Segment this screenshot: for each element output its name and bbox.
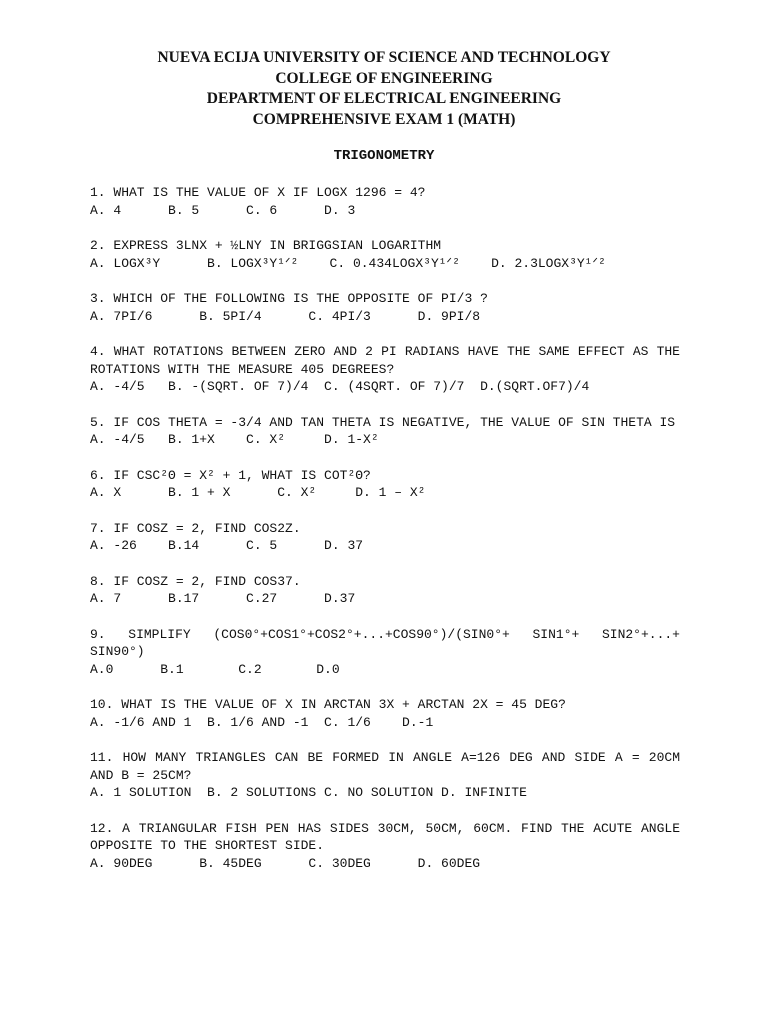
question-choices: A. 4 B. 5 C. 6 D. 3 [90, 202, 356, 218]
question-choices: A. LOGX³Y B. LOGX³Y¹ᐟ² C. 0.434LOGX³Y¹ᐟ² D. 2.3LOGX³Y¹ᐟ² [90, 255, 606, 271]
question-choices: A. X B. 1 + X C. X² D. 1 – X² [90, 485, 426, 500]
question-choices: A. -4/5 B. 1+X C. X² D. 1-X² [90, 432, 379, 447]
question-text: 1. WHAT IS THE VALUE OF X IF LOGX 1296 = 4? [90, 185, 426, 200]
college-name: COLLEGE OF ENGINEERING [275, 69, 493, 87]
question-item [90, 184, 680, 219]
question-text: 9. SIMPLIFY (COS0°+COS1°+COS2°+...+COS90°)/(SIN0°+ SIN1°+ SIN2°+...+ SIN90°) [90, 626, 680, 659]
question-choices: A. 90DEG B. 45DEG C. 30DEG D. 60DEG [90, 855, 481, 871]
question-choices: A. -1/6 AND 1 B. 1/6 AND -1 C. 1/6 D.-1 [90, 714, 434, 730]
exam-title: COMPREHENSIVE EXAM 1 (MATH) [252, 110, 516, 128]
exam-header [0, 48, 768, 130]
university-name: NUEVA ECIJA UNIVERSITY OF SCIENCE AND TECHNOLOGY [157, 49, 611, 66]
question-text: 10. WHAT IS THE VALUE OF X IN ARCTAN 3X + ARCTAN 2X = 45 DEG? [90, 697, 566, 712]
question-text: 12. A TRIANGULAR FISH PEN HAS SIDES 30CM, 50CM, 60CM. FIND THE ACUTE ANGLE OPPOSITE TO THE SHORTEST SIDE. [90, 820, 680, 853]
question-item [90, 467, 680, 502]
question-choices: A. 7 B.17 C.27 D.37 [90, 591, 356, 606]
question-item [90, 414, 680, 449]
department-name: DEPARTMENT OF ELECTRICAL ENGINEERING [206, 90, 562, 107]
question-item [90, 626, 680, 679]
question-choices: A.0 B.1 C.2 D.0 [90, 661, 340, 677]
question-item [90, 573, 680, 608]
question-item [90, 520, 680, 555]
section-title: TRIGONOMETRY [333, 148, 435, 164]
question-item [90, 749, 680, 802]
question-item [90, 820, 680, 873]
question-choices: A. 1 SOLUTION B. 2 SOLUTIONS C. NO SOLUTION D. INFINITE [90, 785, 527, 800]
question-list [90, 184, 680, 890]
question-choices: A. -26 B.14 C. 5 D. 37 [90, 538, 364, 553]
question-text: 8. IF COSZ = 2, FIND COS37. [90, 573, 301, 589]
question-text: 3. WHICH OF THE FOLLOWING IS THE OPPOSITE OF PI/3 ? [90, 291, 488, 306]
question-item [90, 290, 680, 325]
question-item [90, 237, 680, 272]
question-choices: A. 7PI/6 B. 5PI/4 C. 4PI/3 D. 9PI/8 [90, 308, 481, 324]
question-item [90, 343, 680, 396]
question-item [90, 696, 680, 731]
question-text: 7. IF COSZ = 2, FIND COS2Z. [90, 520, 301, 536]
question-text: 2. EXPRESS 3LNX + ½LNY IN BRIGGSIAN LOGARITHM [90, 238, 442, 253]
question-text: 11. HOW MANY TRIANGLES CAN BE FORMED IN ANGLE A=126 DEG AND SIDE A = 20CM AND B = 25CM? [90, 750, 680, 783]
question-text: 5. IF COS THETA = -3/4 AND TAN THETA IS NEGATIVE, THE VALUE OF SIN THETA IS [90, 414, 676, 430]
question-text: 4. WHAT ROTATIONS BETWEEN ZERO AND 2 PI RADIANS HAVE THE SAME EFFECT AS THE ROTATIONS WITH THE MEASURE 405 DEGREES? [90, 344, 680, 377]
question-text: 6. IF CSC²Θ = X² + 1, WHAT IS COT²Θ? [90, 467, 371, 483]
question-choices: A. -4/5 B. -(SQRT. OF 7)/4 C. (4SQRT. OF 7)/7 D.(SQRT.OF7)/4 [90, 379, 590, 394]
